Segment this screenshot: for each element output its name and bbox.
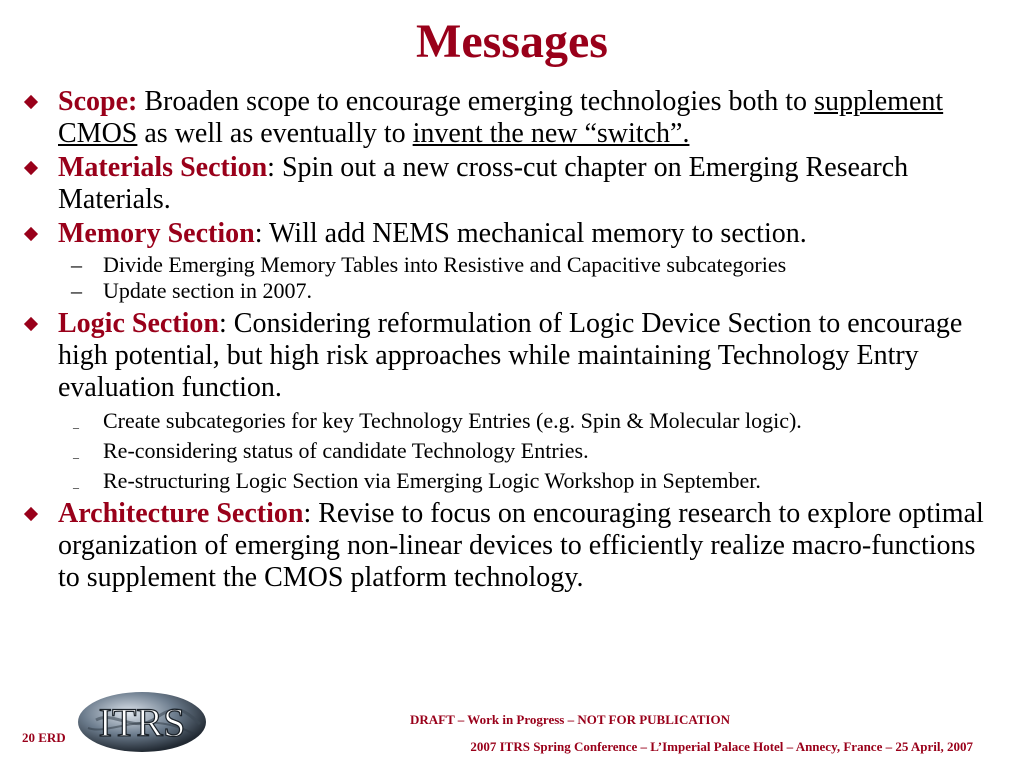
dash-bullet: – [73, 450, 79, 464]
sub-bullet [22, 468, 1002, 494]
underlined-text: invent the new “switch”. [412, 118, 690, 149]
sub-bullet [22, 408, 1002, 434]
dash-bullet: – [71, 278, 82, 303]
diamond-bullet-icon [24, 161, 38, 175]
slide-title: Messages [416, 15, 608, 68]
sub-bullet-text: Re-considering status of candidate Technology Entries. [103, 438, 589, 463]
logo-text: ITRS [98, 700, 186, 745]
bullet-head: Memory Section [58, 218, 255, 249]
draft-notice: DRAFT – Work in Progress – NOT FOR PUBLICATION [410, 712, 730, 727]
bullet-list [22, 86, 1002, 596]
bullet-text: : Considering reformulation of Logic Device Section to encourage high potential, but high risk approaches while maintaining Technology Entry evaluation function. [58, 308, 963, 403]
sub-bullet [22, 278, 1002, 304]
sub-bullet-text: Re-structuring Logic Section via Emerging Logic Workshop in September. [103, 468, 761, 493]
bullet-architecture [22, 498, 1002, 594]
dash-bullet: – [71, 252, 82, 277]
bullet-scope [22, 86, 1002, 150]
bullet-materials [22, 152, 1002, 216]
bullet-head: Architecture Section [58, 498, 304, 529]
diamond-bullet-icon [24, 507, 38, 521]
diamond-bullet-icon [24, 317, 38, 331]
bullet-text: : Will add NEMS mechanical memory to section. [254, 218, 807, 249]
sub-bullet [22, 252, 1002, 278]
conference-line: 2007 ITRS Spring Conference – L’Imperial Palace Hotel – Annecy, France – 25 April, 2007 [470, 739, 973, 754]
dash-bullet: – [73, 480, 79, 494]
page-number: 20 ERD [22, 730, 66, 745]
bullet-head: Materials Section [58, 152, 268, 183]
bullet-memory [22, 218, 1002, 250]
bullet-text: as well as eventually to [137, 118, 413, 149]
sub-bullet-text: Create subcategories for key Technology Entries (e.g. Spin & Molecular logic). [103, 408, 802, 433]
bullet-text: Broaden scope to encourage emerging technologies both to [137, 86, 815, 117]
itrs-logo [74, 690, 210, 754]
bullet-logic [22, 308, 1002, 404]
diamond-bullet-icon [24, 227, 38, 241]
sub-bullet-text: Update section in 2007. [103, 278, 312, 303]
sub-bullet [22, 438, 1002, 464]
dash-bullet: – [73, 420, 79, 434]
underlined-text: supplement CMOS [58, 86, 944, 149]
sub-bullet-text: Divide Emerging Memory Tables into Resistive and Capacitive subcategories [103, 252, 787, 277]
bullet-head: Scope: [58, 86, 138, 117]
bullet-text: : Spin out a new cross-cut chapter on Emerging Research Materials. [58, 152, 909, 215]
diamond-bullet-icon [24, 95, 38, 109]
bullet-head: Logic Section [58, 308, 219, 339]
bullet-text: : Revise to focus on encouraging research to explore optimal organization of emerging non-linear devices to efficiently realize macro-functions to supplement the CMOS platform technology. [58, 498, 984, 593]
